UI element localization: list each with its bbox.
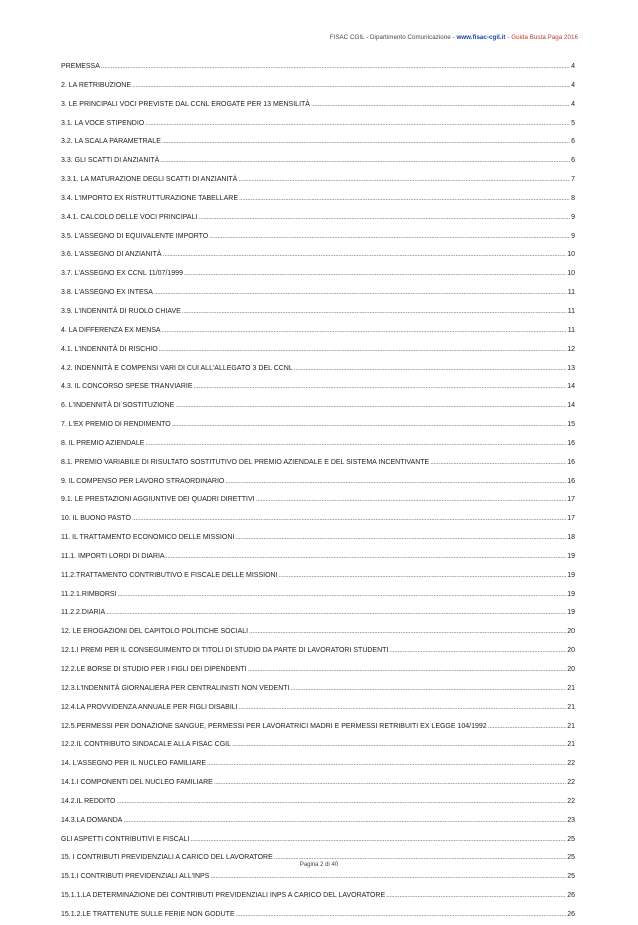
toc-entry-title: 6. L'INDENNITÀ DI SOSTITUZIONE (61, 402, 175, 410)
toc-entry-page: 6 (571, 157, 575, 165)
toc-entry-page: 18 (567, 534, 575, 542)
toc-dot-leader (184, 265, 566, 284)
toc-entry[interactable] (61, 718, 575, 737)
toc-entry[interactable] (61, 793, 575, 812)
toc-entry[interactable] (61, 303, 575, 322)
toc-entry-page: 13 (567, 364, 575, 372)
toc-entry-title: 7. L'EX PREMIO DI RENDIMENTO (61, 421, 171, 429)
toc-entry[interactable] (61, 604, 575, 623)
toc-dot-leader (235, 529, 566, 548)
toc-entry[interactable] (61, 322, 575, 341)
toc-entry-page: 19 (567, 590, 575, 598)
toc-entry[interactable] (61, 661, 575, 680)
toc-entry-title: 11. IL TRATTAMENTO ECONOMICO DELLE MISSIONI (61, 534, 235, 542)
toc-entry-page: 19 (567, 552, 575, 560)
toc-entry-title: 4.2. INDENNITÀ E COMPENSI VARI DI CUI ALL'ALLEGATO 3 DEL CCNL (61, 364, 293, 372)
toc-dot-leader (145, 435, 566, 454)
toc-entry-title: GLI ASPETTI CONTRIBUTIVI E FISCALI (61, 835, 190, 843)
toc-entry-title: 3.1. LA VOCE STIPENDIO (61, 119, 145, 127)
toc-entry-title: 12.4.LA PROVVIDENZA ANNUALE PER FIGLI DISABILI (61, 703, 238, 711)
toc-entry-title: 14.1.I COMPONENTI DEL NUCLEO FAMILIARE (61, 779, 213, 787)
toc-entry-page: 16 (567, 477, 575, 485)
toc-dot-leader (132, 510, 566, 529)
toc-entry[interactable] (61, 548, 575, 567)
toc-entry-title: 11.1. IMPORTI LORDI DI DIARIA (61, 552, 165, 560)
toc-entry[interactable] (61, 152, 575, 171)
toc-dot-leader (123, 812, 566, 831)
toc-entry-page: 20 (567, 628, 575, 636)
toc-entry-page: 10 (567, 270, 575, 278)
toc-dot-leader (132, 77, 570, 96)
toc-entry[interactable] (61, 284, 575, 303)
toc-dot-leader (210, 868, 566, 887)
toc-entry-page: 23 (567, 816, 575, 824)
toc-entry-title: 2. LA RETRIBUZIONE (61, 81, 132, 89)
toc-entry-page: 26 (567, 910, 575, 918)
toc-entry-title: PREMESSA (61, 63, 100, 70)
toc-entry-title: 3. LE PRINCIPALI VOCI PREVISTE DAL CCNL EROGATE PER 13 MENSILITÀ (61, 100, 310, 108)
toc-entry-title: 12.5.PERMESSI PER DONAZIONE SANGUE, PERMESSI PER LAVORATRICI MADRI E PERMESSI RETRIBUITI EX LEGGE 104/1992 (61, 722, 487, 730)
toc-entry[interactable] (61, 623, 575, 642)
toc-entry[interactable] (61, 567, 575, 586)
toc-entry[interactable] (61, 265, 575, 284)
toc-dot-leader (209, 228, 570, 247)
toc-entry[interactable] (61, 906, 575, 925)
toc-dot-leader (256, 491, 567, 510)
toc-entry[interactable] (61, 680, 575, 699)
toc-entry-title: 15. I CONTRIBUTI PREVIDENZIALI A CARICO DEL LAVORATORE (61, 854, 273, 862)
toc-entry-page: 14 (567, 402, 575, 410)
toc-entry-page: 4 (571, 63, 575, 70)
toc-dot-leader (193, 378, 566, 397)
toc-entry[interactable] (61, 435, 575, 454)
toc-entry[interactable] (61, 887, 575, 906)
toc-entry-title: 10. IL BUONO PASTO (61, 515, 131, 523)
toc-entry-title: 3.7. L'ASSEGNO EX CCNL 11/07/1999 (61, 270, 183, 278)
toc-entry[interactable] (61, 529, 575, 548)
toc-entry-title: 3.5. L'ASSEGNO DI EQUIVALENTE IMPORTO (61, 232, 209, 240)
toc-entry-title: 12.2.LE BORSE DI STUDIO PER I FIGLI DEI DIPENDENTI (61, 666, 247, 673)
header-site-link[interactable]: www.fisac-cgil.it (456, 34, 506, 41)
toc-entry-page: 25 (567, 873, 575, 881)
toc-entry-page: 20 (567, 666, 575, 673)
toc-entry-title: 3.8. L'ASSEGNO EX INTESA (61, 289, 153, 297)
toc-dot-leader (166, 548, 567, 567)
page-header (330, 34, 578, 41)
toc-entry-page: 20 (567, 647, 575, 655)
toc-entry-title: 4. LA DIFFERENZA EX MENSA (61, 326, 161, 334)
toc-entry-page: 26 (567, 892, 575, 900)
toc-entry-page: 4 (571, 81, 575, 89)
toc-entry[interactable] (61, 77, 575, 96)
toc-entry-page: 21 (567, 684, 575, 692)
toc-entry-title: 9. IL COMPENSO PER LAVORO STRAORDINARIO (61, 477, 225, 485)
toc-dot-leader (160, 152, 570, 171)
toc-entry-page: 9 (571, 213, 575, 221)
toc-dot-leader (172, 416, 566, 435)
toc-entry-title: 3.9. L'INDENNITÀ DI RUOLO CHIAVE (61, 307, 181, 315)
toc-entry-page: 9 (571, 232, 575, 240)
toc-entry-title: 3.4. L'IMPORTO EX RISTRUTTURAZIONE TABELLARE (61, 194, 239, 202)
toc-entry-title: 11.2.TRATTAMENTO CONTRIBUTIVO E FISCALE DELLE MISSIONI (61, 571, 278, 579)
toc-entry[interactable] (61, 228, 575, 247)
toc-entry-title: 3.6. L'ASSEGNO DI ANZIANITÀ (61, 251, 162, 259)
toc-dot-leader (118, 586, 567, 605)
page-footer: Pagina 2 di 40 (299, 862, 339, 868)
toc-entry[interactable] (61, 397, 575, 416)
toc-entry[interactable] (61, 246, 575, 265)
toc-entry-page: 25 (567, 835, 575, 843)
toc-entry-title: 12.2.IL CONTRIBUTO SINDACALE ALLA FISAC CGIL (61, 741, 232, 749)
toc-entry-title: 12.1.I PREMI PER IL CONSEGUIMENTO DI TITOLI DI STUDIO DA PARTE DI LAVORATORI STUDENTI (61, 647, 389, 655)
toc-entry-page: 12 (567, 345, 575, 353)
toc-entry-page: 11 (567, 289, 575, 297)
toc-entry[interactable] (61, 755, 575, 774)
toc-dot-leader (207, 755, 566, 774)
toc-entry[interactable] (61, 115, 575, 134)
toc-entry-page: 16 (567, 458, 575, 466)
toc-entry-page: 17 (567, 515, 575, 523)
toc-dot-leader (198, 209, 570, 228)
toc-entry-page: 10 (567, 251, 575, 259)
toc-entry-title: 14.2.IL REDDITO (61, 797, 116, 805)
toc-dot-leader (116, 793, 566, 812)
toc-entry-title: 11.2.1.RIMBORSI (61, 590, 117, 598)
toc-entry[interactable] (61, 812, 575, 831)
header-prefix: FISAC CGIL - Dipartimento Comunicazione - (329, 34, 455, 41)
toc-entry-title: 12.3.L'INDENNITÀ GIORNALIERA PER CENTRALINISTI NON VEDENTI (61, 684, 290, 692)
toc-entry-page: 11 (567, 307, 575, 315)
toc-entry-page: 11 (567, 326, 575, 334)
toc-dot-leader (175, 397, 566, 416)
toc-entry-page: 19 (567, 571, 575, 579)
toc-dot-leader (182, 303, 567, 322)
toc-entry-page: 5 (571, 119, 575, 127)
toc-dot-leader (190, 831, 566, 850)
toc-entry-title: 11.2.2.DIARIA (61, 609, 106, 617)
toc-entry[interactable] (61, 360, 575, 379)
toc-entry[interactable] (61, 209, 575, 228)
toc-dot-leader (249, 623, 566, 642)
toc-dot-leader (154, 284, 567, 303)
toc-entry-title: 8. IL PREMIO AZIENDALE (61, 439, 145, 447)
toc-entry[interactable] (61, 378, 575, 397)
toc-dot-leader (239, 190, 570, 209)
toc-dot-leader (162, 322, 567, 341)
toc-entry-page: 16 (567, 439, 575, 447)
toc-dot-leader (159, 341, 567, 360)
toc-entry-page: 4 (571, 100, 575, 108)
toc-entry[interactable] (61, 831, 575, 850)
toc-dot-leader (294, 360, 566, 379)
toc-dot-leader (162, 133, 570, 152)
toc-entry-title: 4.1. L'INDENNITÀ DI RISCHIO (61, 345, 158, 353)
toc-entry[interactable] (61, 96, 575, 115)
toc-dot-leader (389, 642, 566, 661)
toc-dot-leader (488, 718, 567, 737)
toc-entry-page: 22 (567, 797, 575, 805)
toc-entry-page: 6 (571, 138, 575, 146)
toc-entry[interactable] (61, 491, 575, 510)
toc-entry[interactable] (61, 416, 575, 435)
toc-entry[interactable] (61, 774, 575, 793)
toc-entry-page: 21 (567, 741, 575, 749)
toc-entry-title: 4.3. IL CONCORSO SPESE TRANVIARIE (61, 383, 193, 391)
toc-entry-page: 21 (567, 703, 575, 711)
toc-dot-leader (279, 567, 567, 586)
toc-entry-page: 8 (571, 194, 575, 202)
toc-entry[interactable] (61, 341, 575, 360)
toc-entry-page: 19 (567, 609, 575, 617)
toc-dot-leader (214, 774, 566, 793)
toc-entry[interactable] (61, 699, 575, 718)
toc-dot-leader (163, 246, 567, 265)
toc-entry-title: 15.1.I CONTRIBUTI PREVIDENZIALI ALL'INPS (61, 873, 210, 881)
toc-entry-page: 22 (567, 779, 575, 787)
toc-entry-title: 3.4.1. CALCOLO DELLE VOCI PRINCIPALI (61, 213, 198, 221)
toc-dot-leader (238, 171, 570, 190)
toc-entry-page: 15 (567, 421, 575, 429)
toc-entry[interactable] (61, 642, 575, 661)
toc-dot-leader (311, 96, 570, 115)
toc-entry-title: 12. LE EROGAZIONI DEL CAPITOLO POLITICHE SOCIALI (61, 628, 249, 636)
toc-entry[interactable] (61, 868, 575, 887)
toc-entry[interactable] (61, 586, 575, 605)
toc-dot-leader (430, 454, 566, 473)
toc-dot-leader (232, 736, 566, 755)
header-guide-title: Guida Busta Paga 2016 (511, 34, 578, 41)
toc-entry-page: 25 (567, 854, 575, 862)
toc-entry-page: 7 (571, 176, 575, 184)
toc-entry[interactable] (61, 736, 575, 755)
table-of-contents (61, 58, 575, 925)
toc-entry[interactable] (61, 58, 575, 77)
toc-entry[interactable] (61, 510, 575, 529)
toc-entry-title: 3.2. LA SCALA PARAMETRALE (61, 138, 161, 146)
toc-dot-leader (236, 906, 567, 925)
toc-dot-leader (225, 473, 566, 492)
toc-dot-leader (239, 699, 567, 718)
toc-entry[interactable] (61, 454, 575, 473)
toc-entry-title: 3.3.1. LA MATURAZIONE DEGLI SCATTI DI ANZIANITÀ (61, 176, 238, 184)
toc-dot-leader (248, 661, 567, 680)
toc-entry[interactable] (61, 190, 575, 209)
toc-entry-title: 9.1. LE PRESTAZIONI AGGIUNTIVE DEI QUADRI DIRETTIVI (61, 496, 255, 504)
toc-entry-page: 14 (567, 383, 575, 391)
toc-entry-title: 14. L'ASSEGNO PER IL NUCLEO FAMILIARE (61, 760, 207, 768)
toc-dot-leader (386, 887, 566, 906)
toc-entry-title: 3.3. GLI SCATTI DI ANZIANITÀ (61, 157, 160, 165)
toc-entry-title: 15.1.1.LA DETERMINAZIONE DEI CONTRIBUTI PREVIDENZIALI INPS A CARICO DEL LAVORATORE (61, 892, 386, 900)
toc-entry-title: 14.3.LA DOMANDA (61, 816, 123, 824)
toc-entry-title: 15.1.2.LE TRATTENUTE SULLE FERIE NON GODUTE (61, 910, 235, 918)
header-separator: - (507, 34, 510, 41)
toc-dot-leader (145, 115, 570, 134)
toc-entry-title: 8.1. PREMIO VARIABILE DI RISULTATO SOSTITUTIVO DEL PREMIO AZIENDALE E DEL SISTEMA INCENTIVANTE (61, 458, 430, 466)
toc-entry[interactable] (61, 473, 575, 492)
toc-entry-page: 21 (567, 722, 575, 730)
toc-entry[interactable] (61, 171, 575, 190)
toc-entry[interactable] (61, 133, 575, 152)
toc-dot-leader (101, 58, 570, 77)
toc-entry-page: 17 (567, 496, 575, 504)
toc-dot-leader (291, 680, 567, 699)
toc-dot-leader (106, 604, 566, 623)
toc-entry-page: 22 (567, 760, 575, 768)
